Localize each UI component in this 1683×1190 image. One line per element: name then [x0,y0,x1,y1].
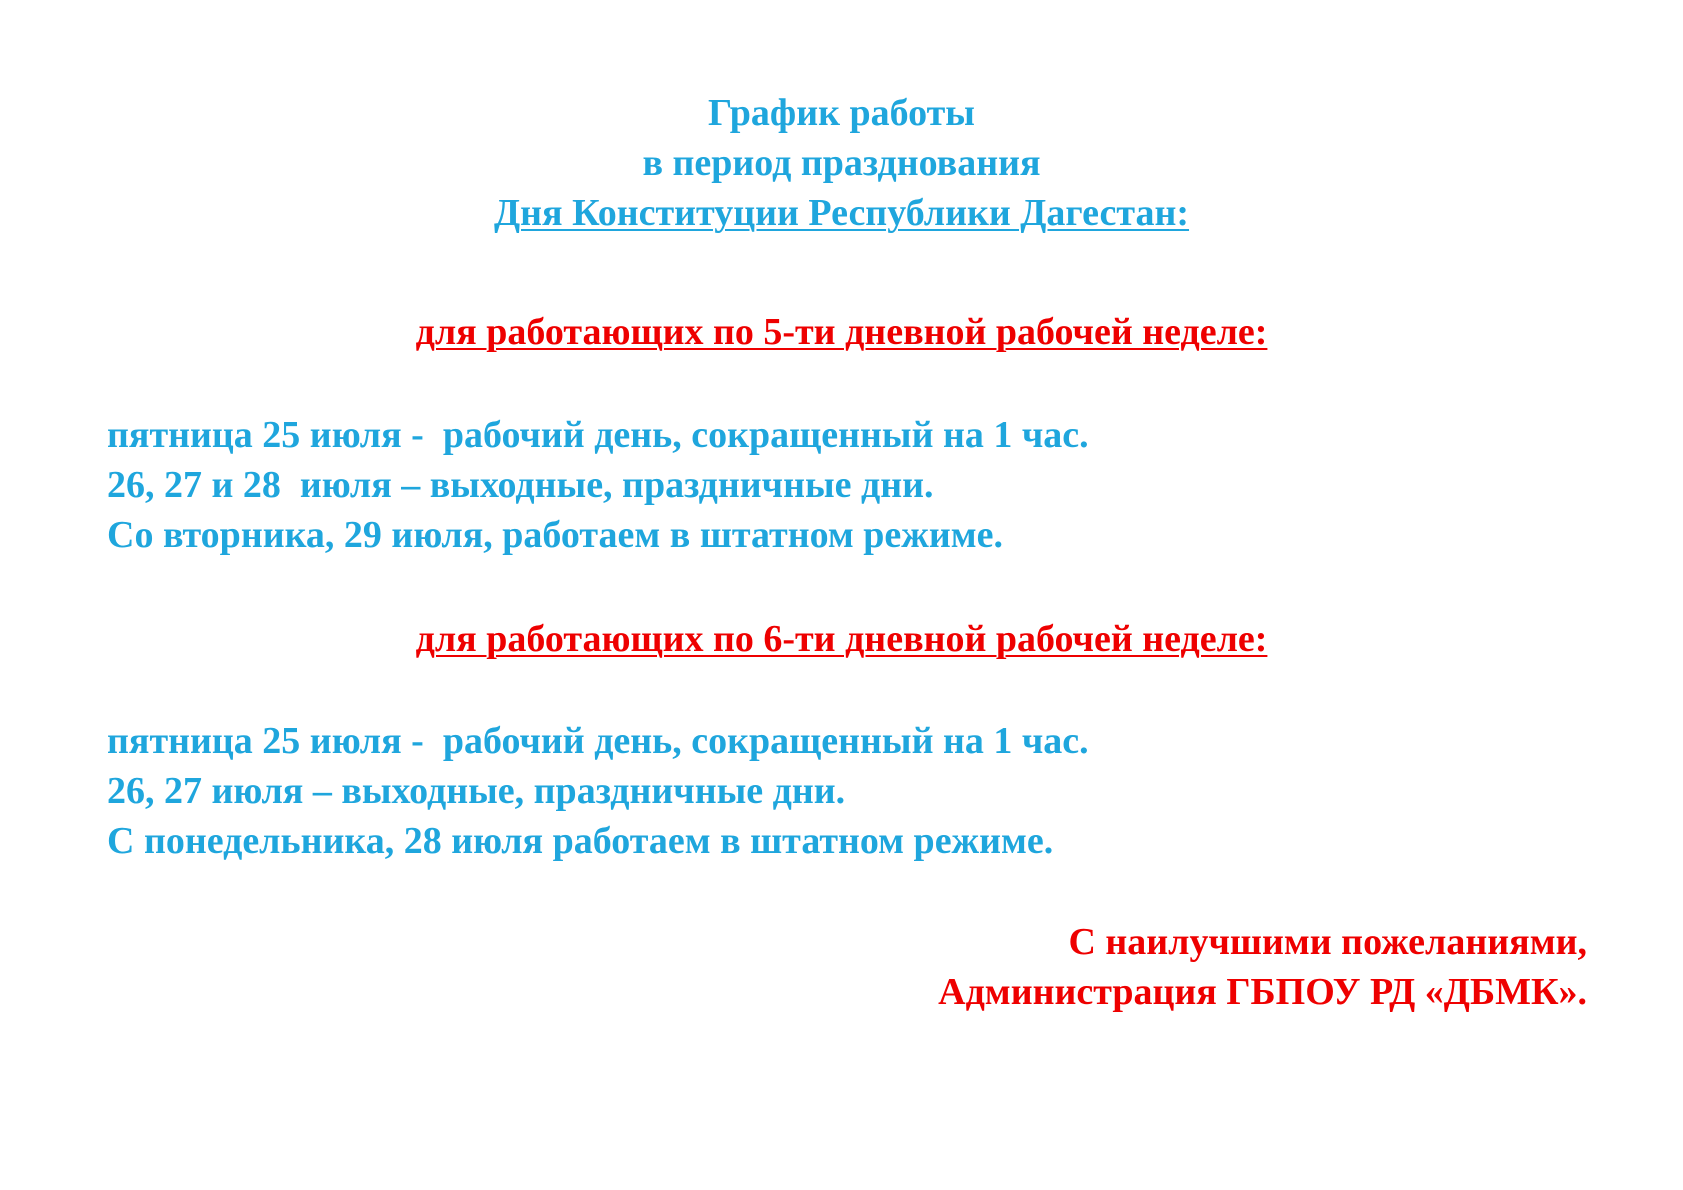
title-line-2: в период празднования [642,142,1041,184]
title-line-3: Дня Конституции Республики Дагестан: [493,192,1190,234]
title-line-1: График работы [708,92,975,134]
closing-line-1: С наилучшими пожеланиями, [1068,921,1587,963]
section-heading-text: для работающих по 5-ти дневной рабочей неделе: [415,311,1268,353]
section-heading-text: для работающих по 6-ти дневной рабочей неделе: [415,618,1268,660]
schedule-line: пятница 25 июля - рабочий день, сокращенный на 1 час. [107,720,1089,762]
schedule-line: С понедельника, 28 июля работаем в штатном режиме. [107,820,1054,862]
section-heading-5-day [0,307,1683,357]
document-title [0,88,1683,238]
closing-signature [938,917,1587,1017]
schedule-6-day [107,716,1507,866]
schedule-line: 26, 27 июля – выходные, праздничные дни. [107,770,846,812]
section-heading-6-day [0,614,1683,664]
closing-line-2: Администрация ГБПОУ РД «ДБМК». [938,971,1587,1013]
schedule-line: Со вторника, 29 июля, работаем в штатном режиме. [107,514,1003,556]
schedule-line: пятница 25 июля - рабочий день, сокращенный на 1 час. [107,414,1089,456]
schedule-line: 26, 27 и 28 июля – выходные, праздничные дни. [107,464,934,506]
schedule-5-day [107,410,1507,560]
